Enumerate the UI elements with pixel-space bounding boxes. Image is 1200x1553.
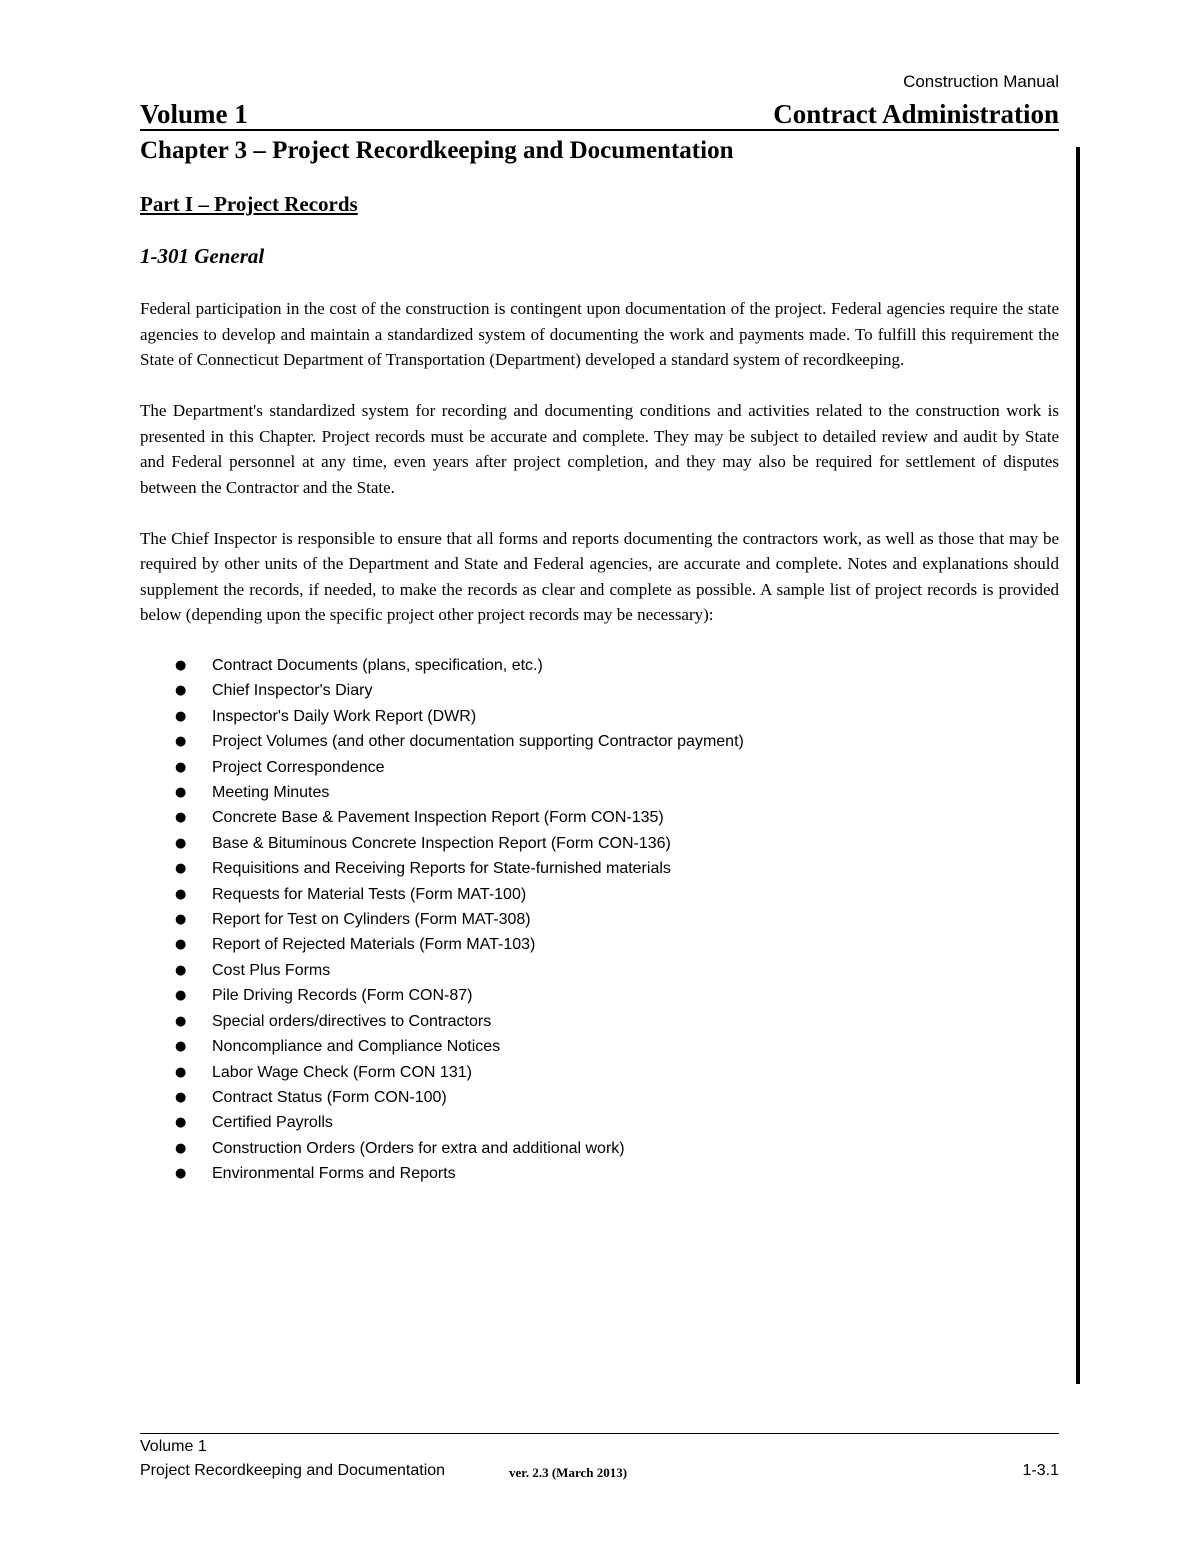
list-item <box>140 1161 1059 1186</box>
page-header <box>140 95 1059 131</box>
bullet-icon: ● <box>175 1064 187 1080</box>
bullet-icon: ● <box>175 937 187 953</box>
list-item-text: Report of Rejected Materials (Form MAT-103) <box>212 936 536 954</box>
body-content <box>140 296 1059 1187</box>
list-item-text: Report for Test on Cylinders (Form MAT-308) <box>212 911 531 929</box>
bullet-icon: ● <box>175 962 187 978</box>
bullet-icon: ● <box>175 861 187 877</box>
list-item-text: Base & Bituminous Concrete Inspection Report (Form CON-136) <box>212 834 671 852</box>
list-item <box>140 831 1059 856</box>
bullet-icon: ● <box>175 759 187 775</box>
manual-label: Construction Manual <box>903 72 1059 91</box>
list-item <box>140 907 1059 932</box>
list-item-text: Construction Orders (Orders for extra and additional work) <box>212 1139 625 1157</box>
list-item <box>140 729 1059 754</box>
list-item-text: Contract Status (Form CON-100) <box>212 1088 447 1106</box>
bullet-icon: ● <box>175 1039 187 1055</box>
list-item <box>140 1060 1059 1085</box>
header-volume: Volume 1 <box>140 99 248 129</box>
paragraph-standardized-system: The Department's standardized system for recording and documenting conditions and activities related to the construction work is presented in this Chapter. Project records must be accurate and complete. They may be subject to detailed review and audit by State and Federal personnel at any time, even years after project completion, and they may also be required for settlement of disputes between the Contractor and the State. <box>140 401 1059 497</box>
footer-version: ver. 2.3 (March 2013) <box>509 1465 628 1480</box>
header-section: Contract Administration <box>773 99 1059 129</box>
list-item-text: Labor Wage Check (Form CON 131) <box>212 1063 472 1081</box>
bullet-icon: ● <box>175 1089 187 1105</box>
bullet-icon: ● <box>175 835 187 851</box>
footer-volume: Volume 1 <box>140 1438 207 1455</box>
list-item <box>140 1136 1059 1161</box>
list-item-text: Project Volumes (and other documentation supporting Contractor payment) <box>212 733 744 751</box>
list-item <box>140 882 1059 907</box>
chapter-title: Chapter 3 – Project Recordkeeping and Documentation <box>140 137 734 164</box>
list-item <box>140 653 1059 678</box>
list-item <box>140 755 1059 780</box>
list-item-text: Pile Driving Records (Form CON-87) <box>212 987 473 1005</box>
list-item-text: Special orders/directives to Contractors <box>212 1012 492 1030</box>
bullet-icon: ● <box>175 683 187 699</box>
paragraph-chief-inspector: The Chief Inspector is responsible to ensure that all forms and reports documenting the contractors work, as well as those that may be required by other units of the Department and State and Federal agencies, are accurate and complete. Notes and explanations should supplement the records, if needed, to make the records as clear and complete as possible. A sample list of project records is provided below (depending upon the specific project other project records may be necessary): <box>140 528 1059 624</box>
bullet-icon: ● <box>175 734 187 750</box>
bullet-icon: ● <box>175 658 187 673</box>
bullet-icon: ● <box>175 708 187 724</box>
list-item <box>140 1110 1059 1135</box>
bullet-icon: ● <box>175 988 187 1004</box>
list-item-text: Requests for Material Tests (Form MAT-100) <box>212 885 527 903</box>
list-item <box>140 1034 1059 1059</box>
paragraph-federal-participation: Federal participation in the cost of the construction is contingent upon documentation of the project. Federal agencies require the state agencies to develop and maintain a standardized system of documenting the work and payments made. To fulfill this requirement the State of Connecticut Department of Transportation (Department) developed a standard system of recordkeeping. <box>140 299 1059 369</box>
bullet-icon: ● <box>175 1115 187 1131</box>
bullet-icon: ● <box>175 912 187 928</box>
section-title: 1-301 General <box>140 244 265 268</box>
bullet-icon: ● <box>175 785 187 801</box>
footer-title: Project Recordkeeping and Documentation <box>140 1462 446 1479</box>
bullet-icon: ● <box>175 1166 187 1182</box>
bullet-icon: ● <box>175 1013 187 1029</box>
bullet-icon: ● <box>175 1140 187 1156</box>
bullet-icon: ● <box>175 886 187 902</box>
bullet-icon: ● <box>175 810 187 826</box>
list-item <box>140 1009 1059 1034</box>
list-item-text: Noncompliance and Compliance Notices <box>212 1038 501 1056</box>
list-item-text: Project Correspondence <box>212 758 385 776</box>
list-item-text: Requisitions and Receiving Reports for State-furnished materials <box>212 860 671 878</box>
list-item <box>140 958 1059 983</box>
page-number: 1-3.1 <box>1022 1462 1059 1479</box>
list-item-text: Concrete Base & Pavement Inspection Report (Form CON-135) <box>212 809 664 827</box>
list-item <box>140 704 1059 729</box>
records-list <box>140 653 1059 1187</box>
list-item-text: Meeting Minutes <box>212 784 330 802</box>
list-item <box>140 678 1059 703</box>
part-title: Part I – Project Records <box>140 192 358 216</box>
list-item <box>140 932 1059 957</box>
list-item <box>140 856 1059 881</box>
list-item <box>140 983 1059 1008</box>
list-item <box>140 780 1059 805</box>
list-item-text: Inspector's Daily Work Report (DWR) <box>212 707 477 725</box>
list-item-text: Certified Payrolls <box>212 1114 333 1132</box>
list-item-text: Chief Inspector's Diary <box>212 682 373 700</box>
list-item <box>140 1085 1059 1110</box>
list-item-text: Environmental Forms and Reports <box>212 1165 456 1183</box>
footer-divider <box>140 1433 1059 1434</box>
list-item-text: Cost Plus Forms <box>212 961 331 979</box>
revision-bar <box>1076 147 1080 1384</box>
list-item <box>140 805 1059 830</box>
list-item-text: Contract Documents (plans, specification, etc.) <box>212 657 543 674</box>
